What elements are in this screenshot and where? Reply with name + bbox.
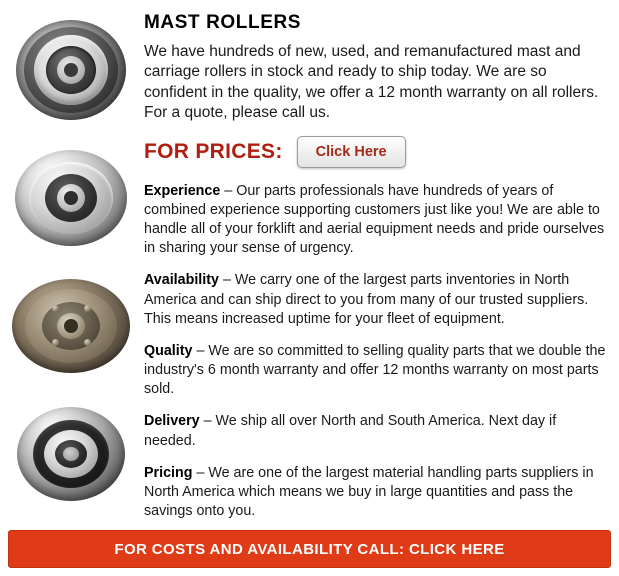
roller-bore-hole [63,447,79,461]
roller-image-column [0,0,142,530]
for-prices-label: FOR PRICES: [144,139,283,163]
call-to-action-banner[interactable] [8,530,611,568]
feature-pricing [144,464,607,521]
feature-delivery [144,412,607,450]
roller-image-1 [0,6,142,134]
feature-text: We ship all over North and South America. Next day if needed. [144,413,557,449]
feature-heading: Delivery [144,413,200,430]
roller-bore-hole [64,319,78,333]
feature-quality [144,342,607,399]
feature-dash: – [192,342,209,359]
roller-image-2 [0,134,142,262]
feature-experience [144,182,607,259]
roller-bolt [52,305,59,312]
feature-heading: Experience [144,182,221,199]
feature-dash: – [220,182,237,199]
feature-text: We carry one of the largest parts inventories in North America and can ship direct to you from many of our trusted suppliers. This means increased uptime for your fleet of equipment. [144,272,589,327]
feature-text: We are one of the largest material handling parts suppliers in North America which means we buy in large quantities and pass the savings onto you. [144,464,594,519]
prices-row [144,136,607,168]
feature-dash: – [218,272,235,289]
page-title: MAST ROLLERS [144,12,302,33]
roller-bolt [84,305,91,312]
feature-dash: – [192,464,209,481]
feature-availability [144,271,607,328]
feature-text: Our parts professionals have hundreds of years of combined experience supporting customers just like you! We are able to handle all of your forklift and aerial equipment needs and pride ourselves in sharing your sense of urgency. [144,182,605,257]
feature-text: We are so committed to selling quality parts that we double the industry's 6 month warranty and offer 12 months warranty on most parts sold. [144,342,606,398]
roller-bore-hole [64,191,78,205]
bronze-cast-roller-icon [12,279,130,373]
text-column [142,0,619,530]
banner-text: FOR COSTS AND AVAILABILITY CALL: CLICK HERE [114,540,505,558]
feature-heading: Pricing [144,464,193,481]
feature-heading: Availability [144,272,219,289]
feature-dash: – [199,413,216,430]
intro-paragraph: We have hundreds of new, used, and remanufactured mast and carriage rollers in stock and ready to ship today. We are so confident in the quality, we offer a 12 month warranty on all rollers. For a quote, please call us. [144,43,599,122]
roller-bolt [52,339,59,346]
roller-bolt [84,339,91,346]
black-chrome-bearing-roller-icon [17,407,125,501]
feature-heading: Quality [144,342,193,359]
roller-bore-hole [64,63,78,77]
roller-image-3 [0,262,142,390]
roller-image-4 [0,390,142,518]
grooved-mast-roller-icon [12,18,130,122]
click-here-button[interactable]: Click Here [297,136,406,168]
flanged-steel-roller-icon [15,150,127,246]
